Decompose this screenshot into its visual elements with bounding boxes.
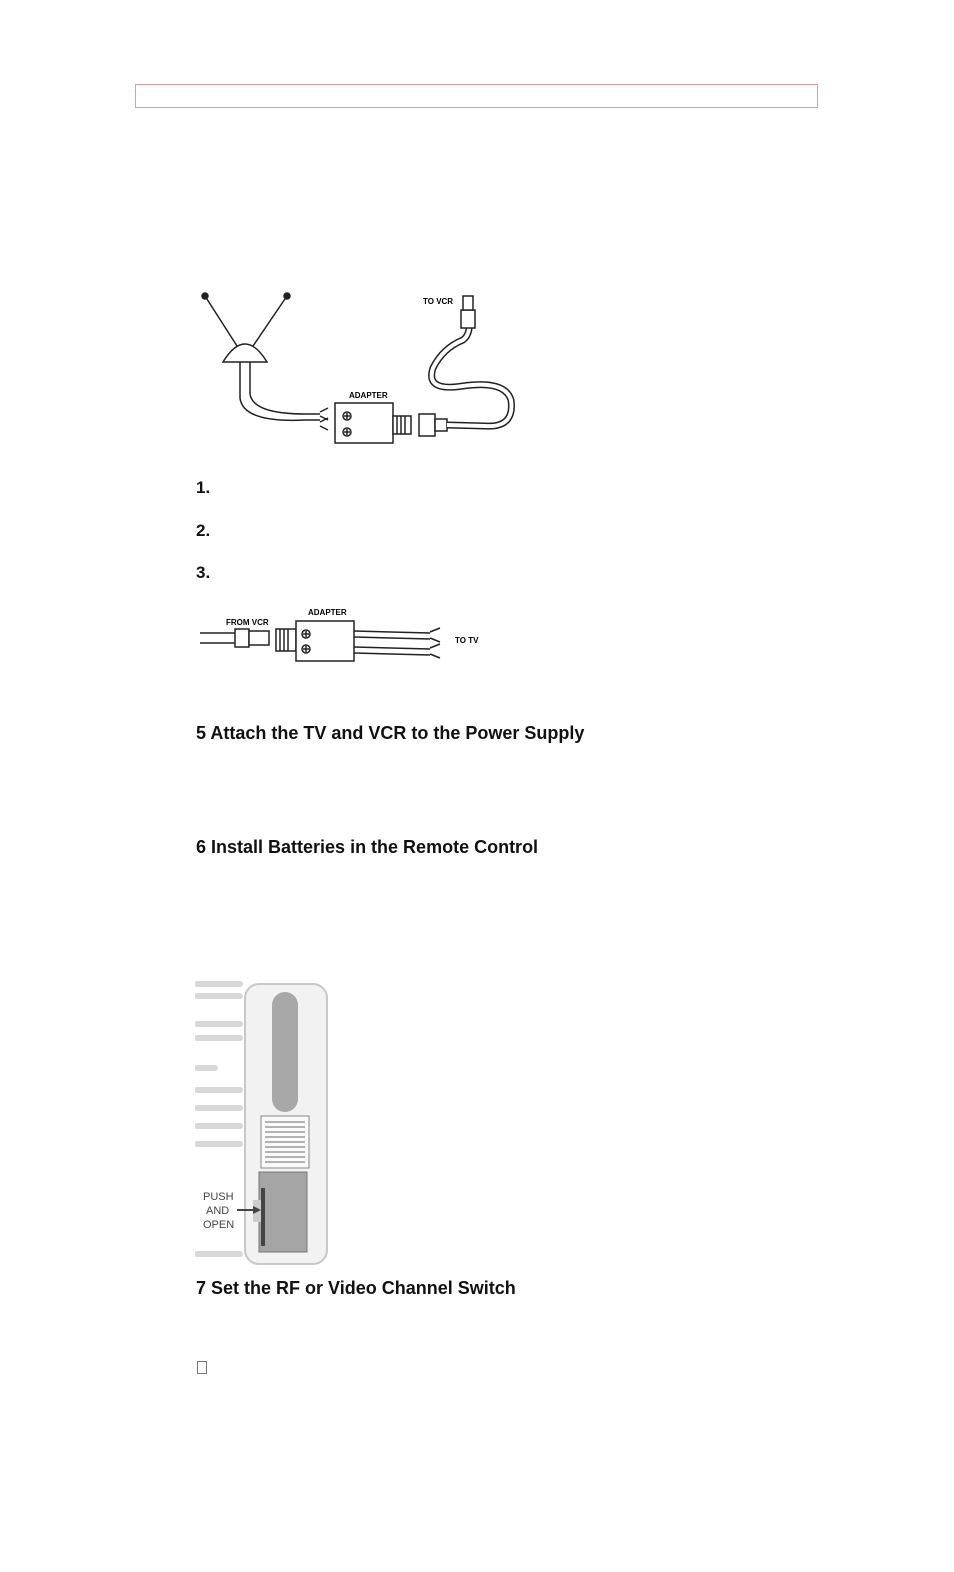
from-vcr-label: FROM VCR	[226, 618, 269, 627]
vcr-to-tv-adapter-diagram	[200, 603, 485, 665]
remote-battery-figure	[195, 978, 335, 1266]
antenna-adapter-diagram	[195, 288, 525, 453]
push-label: PUSH	[203, 1191, 234, 1203]
adapter-label: ADAPTER	[349, 391, 388, 400]
to-tv-label: TO TV	[455, 636, 479, 645]
step-number-3: 3.	[196, 563, 211, 582]
checkbox-glyph-icon	[197, 1361, 207, 1374]
to-vcr-label: TO VCR	[423, 297, 454, 306]
adapter-label-2: ADAPTER	[308, 608, 347, 617]
open-label: OPEN	[203, 1219, 235, 1231]
section-5-heading: 5 Attach the TV and VCR to the Power Supply	[196, 723, 585, 743]
step-number-2: 2.	[196, 521, 211, 540]
step-number-1: 1.	[196, 478, 211, 497]
section-7-heading: 7 Set the RF or Video Channel Switch	[196, 1278, 516, 1298]
section-6-heading: 6 Install Batteries in the Remote Control	[196, 837, 539, 857]
header-frame	[135, 84, 818, 108]
and-label: AND	[206, 1205, 230, 1217]
